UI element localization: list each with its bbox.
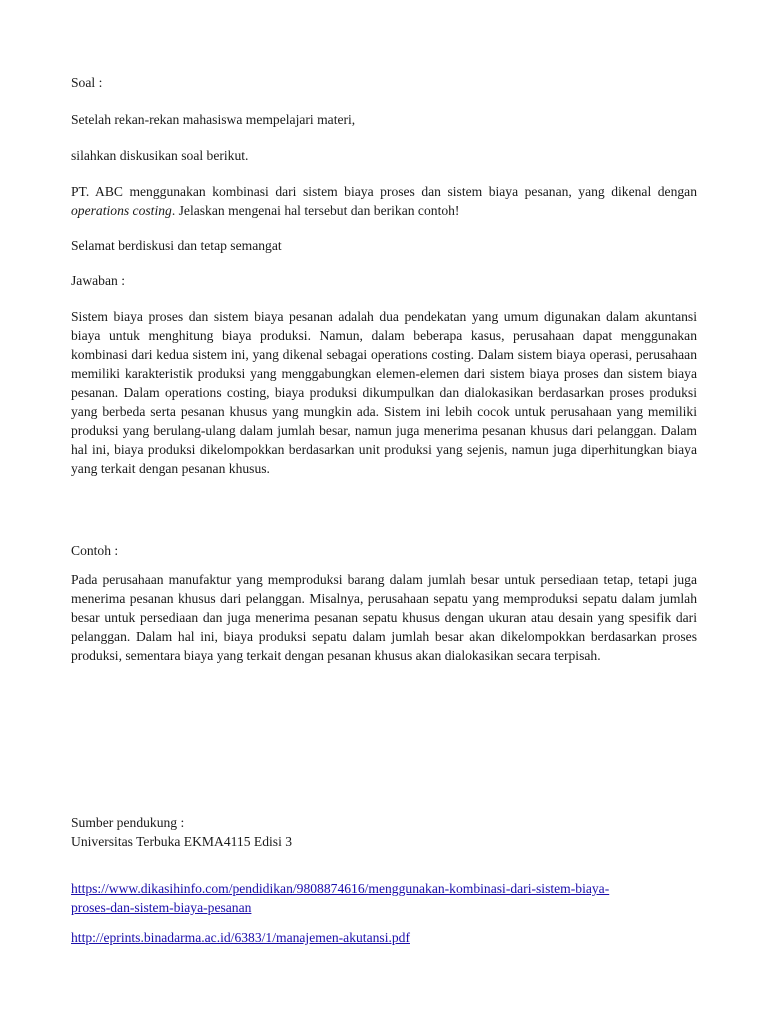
soal-label: Soal : xyxy=(71,75,103,90)
link-dikasihinfo-line-1[interactable]: https://www.dikasihinfo.com/pendidikan/9808874616/menggunakan-kombinasi-dari-sistem-biaya- xyxy=(71,881,610,896)
jawaban-label: Jawaban : xyxy=(71,273,125,288)
sumber-label: Sumber pendukung : xyxy=(71,815,185,830)
link-eprints[interactable] xyxy=(71,928,410,947)
sumber-book: Universitas Terbuka EKMA4115 Edisi 3 xyxy=(71,834,293,849)
question-text-part-2: . Jelaskan mengenai hal tersebut dan berikan contoh! xyxy=(171,203,460,218)
link-eprints-text[interactable]: http://eprints.binadarma.ac.id/6383/1/manajemen-akutansi.pdf xyxy=(71,930,410,945)
soal-intro-line-1: Setelah rekan-rekan mahasiswa mempelajari materi, xyxy=(71,112,356,127)
soal-question xyxy=(71,182,697,220)
soal-intro-line-2: silahkan diskusikan soal berikut. xyxy=(71,148,249,163)
link-dikasihinfo[interactable] xyxy=(71,879,609,917)
soal-closing: Selamat berdiskusi dan tetap semangat xyxy=(71,238,282,253)
link-dikasihinfo-line-2[interactable]: proses-dan-sistem-biaya-pesanan xyxy=(71,900,252,915)
question-text-part-1: PT. ABC menggunakan kombinasi dari sistem biaya proses dan sistem biaya pesanan, yang dikenal dengan xyxy=(71,184,697,199)
contoh-label: Contoh : xyxy=(71,543,119,558)
contoh-body: Pada perusahaan manufaktur yang memproduksi barang dalam jumlah besar untuk persediaan tetap, tetapi juga menerima pesanan khusus dari pelanggan. Misalnya, perusahaan sepatu yang memproduksi sepatu dalam jumlah besar untuk persediaan dan juga menerima pesanan sepatu khusus dengan ukuran atau desain yang spesifik dari pelanggan. Dalam hal ini, biaya produksi sepatu dalam jumlah besar akan dikelompokkan berdasarkan proses produksi, sementara biaya yang terkait dengan pesanan khusus akan dialokasikan secara terpisah. xyxy=(71,572,697,663)
jawaban-body: Sistem biaya proses dan sistem biaya pesanan adalah dua pendekatan yang umum digunakan dalam akuntansi biaya untuk menghitung biaya produksi. Namun, dalam beberapa kasus, perusahaan dapat menggunakan kombinasi dari kedua sistem ini, yang dikenal sebagai operations costing. Dalam sistem biaya operasi, perusahaan memiliki karakteristik produksi yang menggabungkan elemen-elemen dari sistem biaya proses dan sistem biaya pesanan. Dalam operations costing, biaya produksi dikumpulkan dan dialokasikan berdasarkan proses produksi yang berbeda serta pesanan khusus yang mungkin ada. Sistem ini lebih cocok untuk perusahaan yang memiliki produksi yang berulang-ulang dalam jumlah besar, namun juga menerima pesanan khusus dari pelanggan. Dalam hal ini, biaya produksi dikelompokkan berdasarkan unit produksi yang sejenis, namun juga diperhitungkan biaya yang terkait dengan pesanan khusus. xyxy=(71,309,697,476)
question-italic-term: operations costing xyxy=(71,203,172,218)
